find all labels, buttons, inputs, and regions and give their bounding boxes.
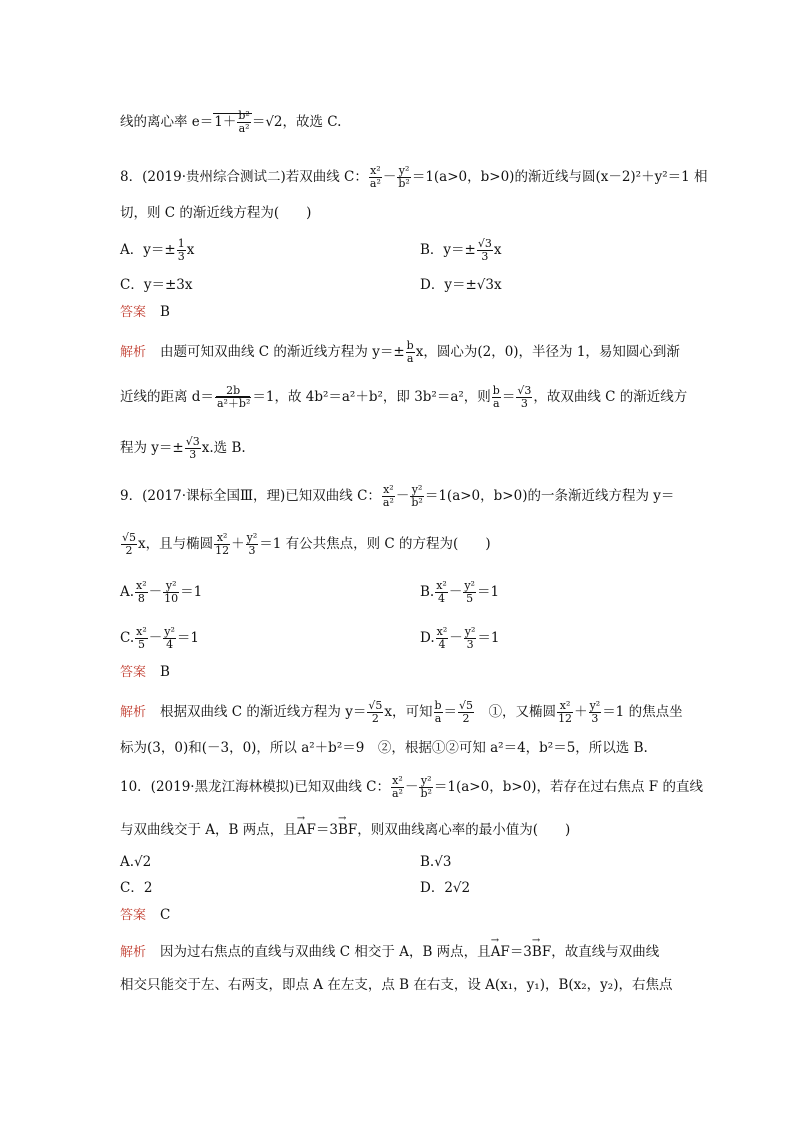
q8-analysis-line3: 程为 y＝± $\frac{√3}{3}$ x.选 B. [120, 435, 246, 461]
q8-stem-line1: 8．(2019·贵州综合测试二)若双曲线 C： $\frac{\text{x²}}{\text{a²}}$ － $\frac{\text{y²}}{\text{b²}}$ ＝1(a>0，b>0)的渐近线与圆(x－2)²＋y²＝1 相 [120, 164, 708, 190]
q9-options-row1 [120, 580, 680, 605]
q8-option-d[interactable]: D．y＝±√3x [420, 277, 502, 293]
q10-answer: 答案 C [120, 907, 171, 923]
q10-option-b[interactable]: B.√3 [420, 854, 452, 870]
q10-option-c[interactable]: C．2 [120, 880, 153, 896]
q9-analysis-line1: 解析 根据双曲线 C 的渐近线方程为 y＝ $\frac{√5}{2}$ x，可知 $\frac{b}{a}$ ＝ $\frac{√5}{2}$ ①，又椭圆 $\frac{\text{x²}}{12}$ ＋ $\frac{\text{y²}}{3}$ ＝1 的焦点坐 [120, 699, 683, 725]
q10-analysis-line2: 相交只能交于左、右两支，即点 A 在左支，点 B 在右支，设 A(x₁，y₁)，B(x₂，y₂)，右焦点 [120, 977, 673, 993]
q8-options-row2 [120, 275, 680, 295]
q8-answer: 答案 B [120, 304, 170, 320]
q10-options-row2 [120, 878, 680, 898]
continuation-line: 线的离心率 e＝1＋ $\frac{\text{b²}}{\text{a²}}$ ＝√2，故选 C. [120, 109, 342, 135]
q9-stem-line1: 9．(2017·课标全国Ⅲ，理)已知双曲线 C： $\frac{\text{x²}}{\text{a²}}$ － $\frac{\text{y²}}{\text{b²}}$ ＝1(a>0，b>0)的一条渐近线方程为 y＝ [120, 483, 675, 509]
q9-option-d[interactable]: D. $\frac{\text{x²}}{4}$ － $\frac{\text{y²}}{3}$ ＝1 [420, 625, 500, 651]
q9-analysis-line2: 标为(3，0)和(－3，0)，所以 a²＋b²＝9 ②，根据①②可知 a²＝4，b²＝5，所以选 B. [120, 740, 648, 756]
q8-option-b[interactable]: B．y＝± $\frac{√3}{3}$ x [420, 237, 502, 263]
q9-option-c[interactable]: C. $\frac{\text{x²}}{5}$ － $\frac{\text{y²}}{4}$ ＝1 [120, 625, 199, 651]
q10-stem-line2: 与双曲线交于 A，B 两点，且→ AF＝3→ BF，则双曲线离心率的最小值为( ) [120, 820, 680, 840]
q9-option-b[interactable]: B. $\frac{\text{x²}}{4}$ － $\frac{\text{y²}}{5}$ ＝1 [420, 579, 500, 605]
q8-stem-line2: 切，则 C 的渐近线方程为( ) [120, 205, 312, 221]
q8-analysis-line1: 解析 由题可知双曲线 C 的渐近线方程为 y＝± $\frac{b}{a}$ x，圆心为(2，0)，半径为 1，易知圆心到渐 [120, 339, 680, 365]
q10-options-row1 [120, 852, 680, 872]
q9-options-row2 [120, 626, 680, 651]
q10-stem-line1: 10．(2019·黑龙江海林模拟)已知双曲线 C： $\frac{\text{x²}}{\text{a²}}$ － $\frac{\text{y²}}{\text{b²}}$ ＝1(a>0，b>0)，若存在过右焦点 F 的直线 [120, 774, 703, 800]
q9-option-a[interactable]: A. $\frac{\text{x²}}{8}$ － $\frac{\text{y²}}{10}$ ＝1 [120, 579, 203, 605]
q9-answer: 答案 B [120, 664, 170, 680]
q8-option-a[interactable]: A．y＝± $\frac{1}{3}$ x [120, 237, 195, 263]
q8-option-c[interactable]: C．y＝±3x [120, 277, 193, 293]
sqrt-expression: 1＋ $\frac{\text{b²}}{\text{a²}}$ [214, 109, 250, 135]
q9-stem-line2: $\frac{√5}{2}$ x，且与椭圆 $\frac{\text{x²}}{12}$ ＋ $\frac{\text{y²}}{3}$ ＝1 有公共焦点，则 C 的方程为( ) [122, 531, 491, 557]
q8-options-row1 [120, 238, 680, 263]
q8-analysis-line2: 近线的距离 d＝ $\frac{2b}{\text{a²＋b²}}$ ＝1，故 4b²＝a²＋b²，即 3b²＝a²，则 $\frac{b}{a}$ ＝ $\frac{√3}{3}$ ，故双曲线 C 的渐近线方 [120, 384, 688, 410]
q10-option-d[interactable]: D．2√2 [420, 880, 471, 896]
q10-analysis-line1: 解析 因为过右焦点的直线与双曲线 C 相交于 A，B 两点，且→ AF＝3→ BF，故直线与双曲线 [120, 942, 680, 963]
q10-option-a[interactable]: A.√2 [120, 854, 152, 870]
